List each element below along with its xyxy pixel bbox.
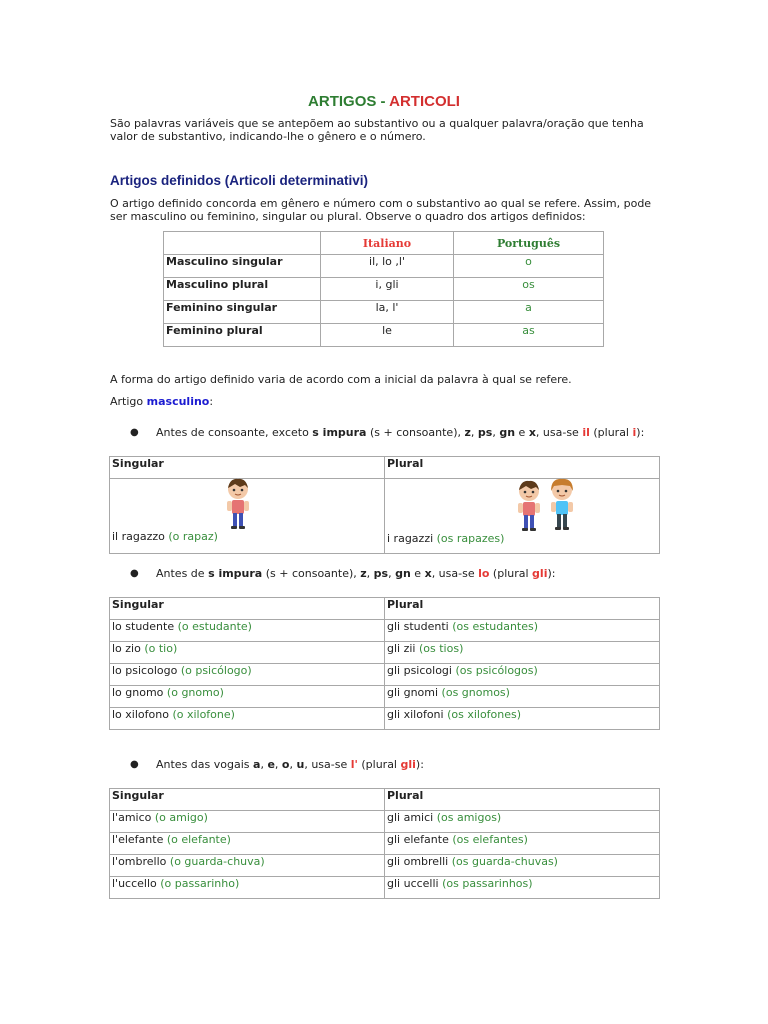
header-plural: Plural — [385, 598, 660, 620]
row-label: Masculino singular — [164, 255, 321, 278]
table-row — [110, 708, 660, 730]
table-row — [110, 877, 660, 899]
table-header-row — [110, 598, 660, 620]
table-row — [110, 620, 660, 642]
section-heading: Artigos definidos (Articoli determinativi) — [110, 173, 369, 188]
lo-examples-table — [109, 597, 660, 730]
header-singular: Singular — [110, 789, 385, 811]
singular-cell: l'uccello (o passarinho) — [110, 877, 385, 899]
plural-cell: gli studenti (os estudantes) — [385, 620, 660, 642]
singular-cell: lo studente (o estudante) — [110, 620, 385, 642]
header-cell — [164, 232, 321, 255]
table-row — [164, 255, 604, 278]
bullet-rule-1: Antes de consoante, exceto s impura (s + consoante), z, ps, gn e x, usa-se il (plural i): — [156, 426, 645, 439]
table-row — [110, 664, 660, 686]
header-italiano: Italiano — [321, 232, 454, 255]
portugues-cell: as — [454, 324, 604, 347]
plural-cell: gli uccelli (os passarinhos) — [385, 877, 660, 899]
header-singular: Singular — [110, 598, 385, 620]
singular-cell: l'elefante (o elefante) — [110, 833, 385, 855]
bullet-rule-3: Antes das vogais a, e, o, u, usa-se l' (plural gli): — [156, 758, 424, 771]
plural-cell: gli xilofoni (os xilofones) — [385, 708, 660, 730]
header-portugues: Português — [454, 232, 604, 255]
table-header-row — [110, 457, 660, 479]
singular-cell: l'amico (o amigo) — [110, 811, 385, 833]
table-row — [110, 686, 660, 708]
singular-cell: l'ombrello (o guarda-chuva) — [110, 855, 385, 877]
il-examples-table — [109, 456, 660, 554]
plural-cell: gli elefante (os elefantes) — [385, 833, 660, 855]
singular-cell: lo gnomo (o gnomo) — [110, 686, 385, 708]
table-row — [164, 324, 604, 347]
singular-cell: il ragazzo (o rapaz) — [110, 479, 385, 554]
portugues-cell: os — [454, 278, 604, 301]
l-apostrophe-examples-table — [109, 788, 660, 899]
page-title: ARTIGOS - ARTICOLI — [308, 93, 460, 110]
bullet-rule-2: Antes de s impura (s + consoante), z, ps, gn e x, usa-se lo (plural gli): — [156, 567, 556, 580]
boy-illustration-icon — [218, 476, 258, 532]
plural-cell: i ragazzi (os rapazes) — [385, 479, 660, 554]
definite-articles-table — [163, 231, 604, 347]
plural-cell: gli psicologi (os psicólogos) — [385, 664, 660, 686]
variation-paragraph: A forma do artigo definido varia de acordo com a inicial da palavra à qual se refere. — [110, 373, 572, 386]
singular-cell: lo zio (o tio) — [110, 642, 385, 664]
section-paragraph: O artigo definido concorda em gênero e número com o substantivo ao qual se refere. Assim, pode ser masculino ou feminino, singular ou plural. Observe o quadro dos artigos definidos: — [110, 197, 652, 223]
bullet-icon: ● — [130, 759, 139, 770]
bullet-icon: ● — [130, 568, 139, 579]
singular-cell: lo psicologo (o psicólogo) — [110, 664, 385, 686]
plural-cell: gli gnomi (os gnomos) — [385, 686, 660, 708]
row-label: Feminino singular — [164, 301, 321, 324]
portugues-cell: a — [454, 301, 604, 324]
italiano-cell: il, lo ,l' — [321, 255, 454, 278]
table-row — [164, 301, 604, 324]
italiano-cell: la, l' — [321, 301, 454, 324]
bullet-icon: ● — [130, 427, 139, 438]
table-row — [110, 833, 660, 855]
table-row — [110, 479, 660, 554]
table-row — [164, 278, 604, 301]
table-header-row — [164, 232, 604, 255]
header-singular: Singular — [110, 457, 385, 479]
header-plural: Plural — [385, 457, 660, 479]
artigo-masculino-line: Artigo masculino: — [110, 395, 214, 408]
intro-paragraph: São palavras variáveis que se antepõem ao substantivo ou a qualquer palavra/oração que tenha valor de substantivo, indicando-lhe o gênero e o número. — [110, 117, 644, 143]
portugues-cell: o — [454, 255, 604, 278]
header-plural: Plural — [385, 789, 660, 811]
table-row — [110, 642, 660, 664]
italiano-cell: i, gli — [321, 278, 454, 301]
table-row — [110, 811, 660, 833]
plural-cell: gli zii (os tios) — [385, 642, 660, 664]
row-label: Masculino plural — [164, 278, 321, 301]
row-label: Feminino plural — [164, 324, 321, 347]
singular-cell: lo xilofono (o xilofone) — [110, 708, 385, 730]
plural-cell: gli ombrelli (os guarda-chuvas) — [385, 855, 660, 877]
boy-illustration-icon — [542, 477, 582, 533]
italiano-cell: le — [321, 324, 454, 347]
table-row — [110, 855, 660, 877]
table-header-row — [110, 789, 660, 811]
plural-cell: gli amici (os amigos) — [385, 811, 660, 833]
